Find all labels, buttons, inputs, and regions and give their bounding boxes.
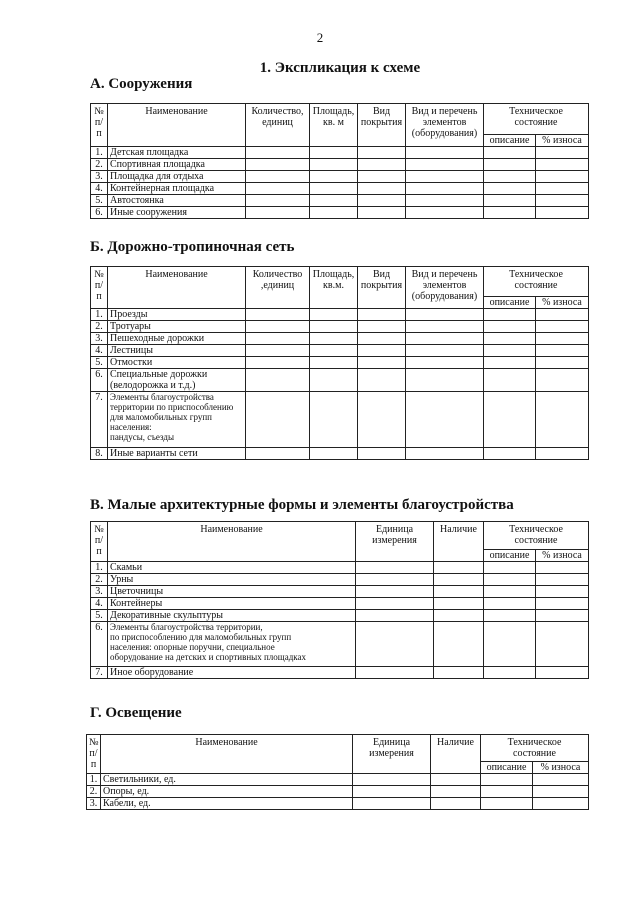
header-description: описание (484, 550, 536, 562)
header-name: Наименование (108, 104, 246, 147)
empty-cell (484, 586, 536, 598)
empty-cell (406, 345, 484, 357)
empty-cell (358, 369, 406, 392)
table-row (91, 598, 589, 610)
empty-cell (406, 333, 484, 345)
empty-cell (536, 345, 589, 357)
empty-cell (358, 195, 406, 207)
empty-cell (536, 195, 589, 207)
row-number: 4. (91, 183, 108, 195)
table-row (91, 357, 589, 369)
table-row (87, 786, 589, 798)
row-name: Пешеходные дорожки (108, 333, 246, 345)
row-number: 6. (91, 369, 108, 392)
empty-cell (484, 622, 536, 667)
empty-cell (536, 333, 589, 345)
section-d-title: Г. Освещение (90, 705, 182, 721)
empty-cell (406, 159, 484, 171)
header-num: № п/п (91, 267, 108, 309)
header-description: описание (484, 135, 536, 147)
section-a-title: А. Сооружения (90, 76, 193, 92)
table-row (91, 321, 589, 333)
empty-cell (246, 171, 310, 183)
table-row (91, 159, 589, 171)
table-row (91, 622, 589, 667)
empty-cell (310, 195, 358, 207)
header-description: описание (484, 297, 536, 309)
empty-cell (536, 622, 589, 667)
empty-cell (484, 357, 536, 369)
row-name: Элементы благоустройства территории, по приспособлению для маломобильных групп населения: опорные поручни, специальное оборудование на детских и спортивных площадках (108, 622, 356, 667)
lighting-table (86, 734, 589, 810)
header-area: Площадь, кв.м. (310, 267, 358, 309)
empty-cell (434, 667, 484, 679)
table-row (91, 345, 589, 357)
row-number: 1. (87, 774, 101, 786)
header-wear: % износа (536, 135, 589, 147)
empty-cell (406, 309, 484, 321)
row-name: Декоративные скульптуры (108, 610, 356, 622)
empty-cell (406, 369, 484, 392)
empty-cell (434, 586, 484, 598)
header-cover: Вид покрытия (358, 104, 406, 147)
empty-cell (310, 321, 358, 333)
header-state: Техническое состояние (484, 267, 589, 297)
row-number: 1. (91, 147, 108, 159)
document-title: 1. Экспликация к схеме (259, 60, 421, 76)
empty-cell (536, 159, 589, 171)
empty-cell (358, 309, 406, 321)
table-row (91, 147, 589, 159)
empty-cell (536, 586, 589, 598)
empty-cell (536, 448, 589, 460)
row-number: 1. (91, 562, 108, 574)
empty-cell (484, 667, 536, 679)
empty-cell (358, 345, 406, 357)
empty-cell (310, 392, 358, 448)
header-state: Техническое состояние (484, 522, 589, 550)
empty-cell (533, 786, 589, 798)
empty-cell (246, 333, 310, 345)
empty-cell (310, 207, 358, 219)
empty-cell (481, 798, 533, 810)
empty-cell (533, 774, 589, 786)
empty-cell (484, 321, 536, 333)
empty-cell (484, 562, 536, 574)
row-number: 1. (91, 309, 108, 321)
empty-cell (481, 786, 533, 798)
header-name: Наименование (101, 735, 353, 774)
empty-cell (356, 574, 434, 586)
empty-cell (481, 774, 533, 786)
row-name: Опоры, ед. (101, 786, 353, 798)
header-area: Площадь, кв. м (310, 104, 358, 147)
empty-cell (406, 183, 484, 195)
header-quantity: Количество, единиц (246, 104, 310, 147)
empty-cell (434, 574, 484, 586)
empty-cell (310, 159, 358, 171)
empty-cell (536, 574, 589, 586)
empty-cell (533, 798, 589, 810)
empty-cell (434, 622, 484, 667)
road-network-table (90, 266, 589, 460)
empty-cell (353, 786, 431, 798)
row-number: 5. (91, 610, 108, 622)
empty-cell (484, 448, 536, 460)
row-name: Цветочницы (108, 586, 356, 598)
empty-cell (484, 392, 536, 448)
row-number: 4. (91, 598, 108, 610)
empty-cell (434, 598, 484, 610)
row-name: Контейнеры (108, 598, 356, 610)
row-name: Спортивная площадка (108, 159, 246, 171)
empty-cell (310, 309, 358, 321)
empty-cell (406, 392, 484, 448)
table-row (91, 333, 589, 345)
table-row (91, 207, 589, 219)
empty-cell (246, 183, 310, 195)
empty-cell (536, 207, 589, 219)
empty-cell (536, 357, 589, 369)
table-row (91, 392, 589, 448)
table-row (91, 183, 589, 195)
row-name: Детская площадка (108, 147, 246, 159)
header-num: № п/п (91, 104, 108, 147)
empty-cell (406, 357, 484, 369)
row-name: Иные сооружения (108, 207, 246, 219)
empty-cell (246, 309, 310, 321)
row-number: 3. (91, 586, 108, 598)
empty-cell (356, 667, 434, 679)
empty-cell (246, 321, 310, 333)
empty-cell (358, 159, 406, 171)
header-num: № п/п (87, 735, 101, 774)
table-row (91, 667, 589, 679)
row-number: 2. (87, 786, 101, 798)
header-presence: Наличие (431, 735, 481, 774)
empty-cell (353, 774, 431, 786)
empty-cell (536, 610, 589, 622)
row-number: 4. (91, 345, 108, 357)
empty-cell (356, 598, 434, 610)
header-description: описание (481, 762, 533, 774)
empty-cell (536, 562, 589, 574)
empty-cell (484, 369, 536, 392)
empty-cell (246, 392, 310, 448)
header-wear: % износа (536, 550, 589, 562)
empty-cell (246, 345, 310, 357)
empty-cell (310, 357, 358, 369)
empty-cell (434, 610, 484, 622)
row-number: 6. (91, 207, 108, 219)
table-row (91, 309, 589, 321)
empty-cell (484, 195, 536, 207)
empty-cell (536, 369, 589, 392)
empty-cell (358, 357, 406, 369)
empty-cell (406, 171, 484, 183)
empty-cell (246, 147, 310, 159)
empty-cell (356, 586, 434, 598)
empty-cell (434, 562, 484, 574)
empty-cell (310, 345, 358, 357)
small-forms-table (90, 521, 589, 679)
table-row (91, 586, 589, 598)
table-row (91, 562, 589, 574)
row-name: Специальные дорожки (велодорожка и т.д.) (108, 369, 246, 392)
header-name: Наименование (108, 522, 356, 562)
structures-table (90, 103, 589, 219)
empty-cell (406, 207, 484, 219)
table-row (91, 195, 589, 207)
header-presence: Наличие (434, 522, 484, 562)
empty-cell (536, 183, 589, 195)
empty-cell (310, 171, 358, 183)
empty-cell (310, 448, 358, 460)
empty-cell (484, 574, 536, 586)
row-number: 2. (91, 574, 108, 586)
row-name: Площадка для отдыха (108, 171, 246, 183)
empty-cell (246, 369, 310, 392)
row-number: 6. (91, 622, 108, 667)
empty-cell (431, 798, 481, 810)
header-state: Техническое состояние (484, 104, 589, 135)
empty-cell (356, 622, 434, 667)
row-name: Отмостки (108, 357, 246, 369)
header-elements: Вид и перечень элементов (оборудования) (406, 267, 484, 309)
empty-cell (484, 333, 536, 345)
empty-cell (356, 610, 434, 622)
empty-cell (246, 448, 310, 460)
empty-cell (484, 345, 536, 357)
row-number: 7. (91, 667, 108, 679)
table-row (91, 448, 589, 460)
row-name: Контейнерная площадка (108, 183, 246, 195)
row-number: 5. (91, 195, 108, 207)
row-name: Иные варианты сети (108, 448, 246, 460)
empty-cell (358, 321, 406, 333)
row-name: Элементы благоустройства территории по приспособлению для маломобильных групп населения: пандусы, съезды (108, 392, 246, 448)
row-name: Лестницы (108, 345, 246, 357)
empty-cell (310, 183, 358, 195)
header-num: № п/п (91, 522, 108, 562)
header-elements: Вид и перечень элементов (оборудования) (406, 104, 484, 147)
table-row (87, 798, 589, 810)
empty-cell (536, 309, 589, 321)
empty-cell (484, 309, 536, 321)
row-name: Иное оборудование (108, 667, 356, 679)
section-b-title: Б. Дорожно-тропиночная сеть (90, 239, 295, 255)
empty-cell (406, 448, 484, 460)
table-row (87, 774, 589, 786)
empty-cell (536, 171, 589, 183)
header-unit: Единица измерения (356, 522, 434, 562)
row-number: 3. (91, 333, 108, 345)
empty-cell (536, 598, 589, 610)
table-row (91, 369, 589, 392)
table-row (91, 610, 589, 622)
header-wear: % износа (533, 762, 589, 774)
row-name: Светильники, ед. (101, 774, 353, 786)
row-number: 2. (91, 321, 108, 333)
row-number: 3. (87, 798, 101, 810)
empty-cell (536, 392, 589, 448)
empty-cell (536, 147, 589, 159)
empty-cell (358, 183, 406, 195)
empty-cell (536, 321, 589, 333)
empty-cell (484, 610, 536, 622)
empty-cell (310, 369, 358, 392)
empty-cell (310, 333, 358, 345)
empty-cell (431, 786, 481, 798)
row-name: Автостоянка (108, 195, 246, 207)
empty-cell (484, 147, 536, 159)
empty-cell (536, 667, 589, 679)
empty-cell (484, 183, 536, 195)
empty-cell (406, 195, 484, 207)
empty-cell (484, 207, 536, 219)
empty-cell (358, 333, 406, 345)
header-unit: Единица измерения (353, 735, 431, 774)
section-c-title: В. Малые архитектурные формы и элементы благоустройства (90, 497, 514, 513)
page-number: 2 (316, 30, 324, 45)
empty-cell (358, 207, 406, 219)
row-name: Урны (108, 574, 356, 586)
row-number: 7. (91, 392, 108, 448)
header-row (91, 104, 589, 135)
header-cover: Вид покрытия (358, 267, 406, 309)
empty-cell (246, 195, 310, 207)
empty-cell (246, 207, 310, 219)
row-name: Скамьи (108, 562, 356, 574)
table-row (91, 171, 589, 183)
empty-cell (358, 171, 406, 183)
empty-cell (356, 562, 434, 574)
empty-cell (358, 448, 406, 460)
row-name: Тротуары (108, 321, 246, 333)
empty-cell (484, 598, 536, 610)
empty-cell (310, 147, 358, 159)
header-state: Техническое состояние (481, 735, 589, 762)
row-name: Кабели, ед. (101, 798, 353, 810)
empty-cell (406, 321, 484, 333)
empty-cell (358, 392, 406, 448)
empty-cell (406, 147, 484, 159)
row-number: 3. (91, 171, 108, 183)
row-number: 8. (91, 448, 108, 460)
row-number: 2. (91, 159, 108, 171)
row-name: Проезды (108, 309, 246, 321)
header-quantity: Количество ,единиц (246, 267, 310, 309)
table-row (91, 574, 589, 586)
header-name: Наименование (108, 267, 246, 309)
empty-cell (246, 357, 310, 369)
empty-cell (246, 159, 310, 171)
header-wear: % износа (536, 297, 589, 309)
row-number: 5. (91, 357, 108, 369)
empty-cell (484, 171, 536, 183)
empty-cell (431, 774, 481, 786)
empty-cell (353, 798, 431, 810)
empty-cell (484, 159, 536, 171)
empty-cell (358, 147, 406, 159)
